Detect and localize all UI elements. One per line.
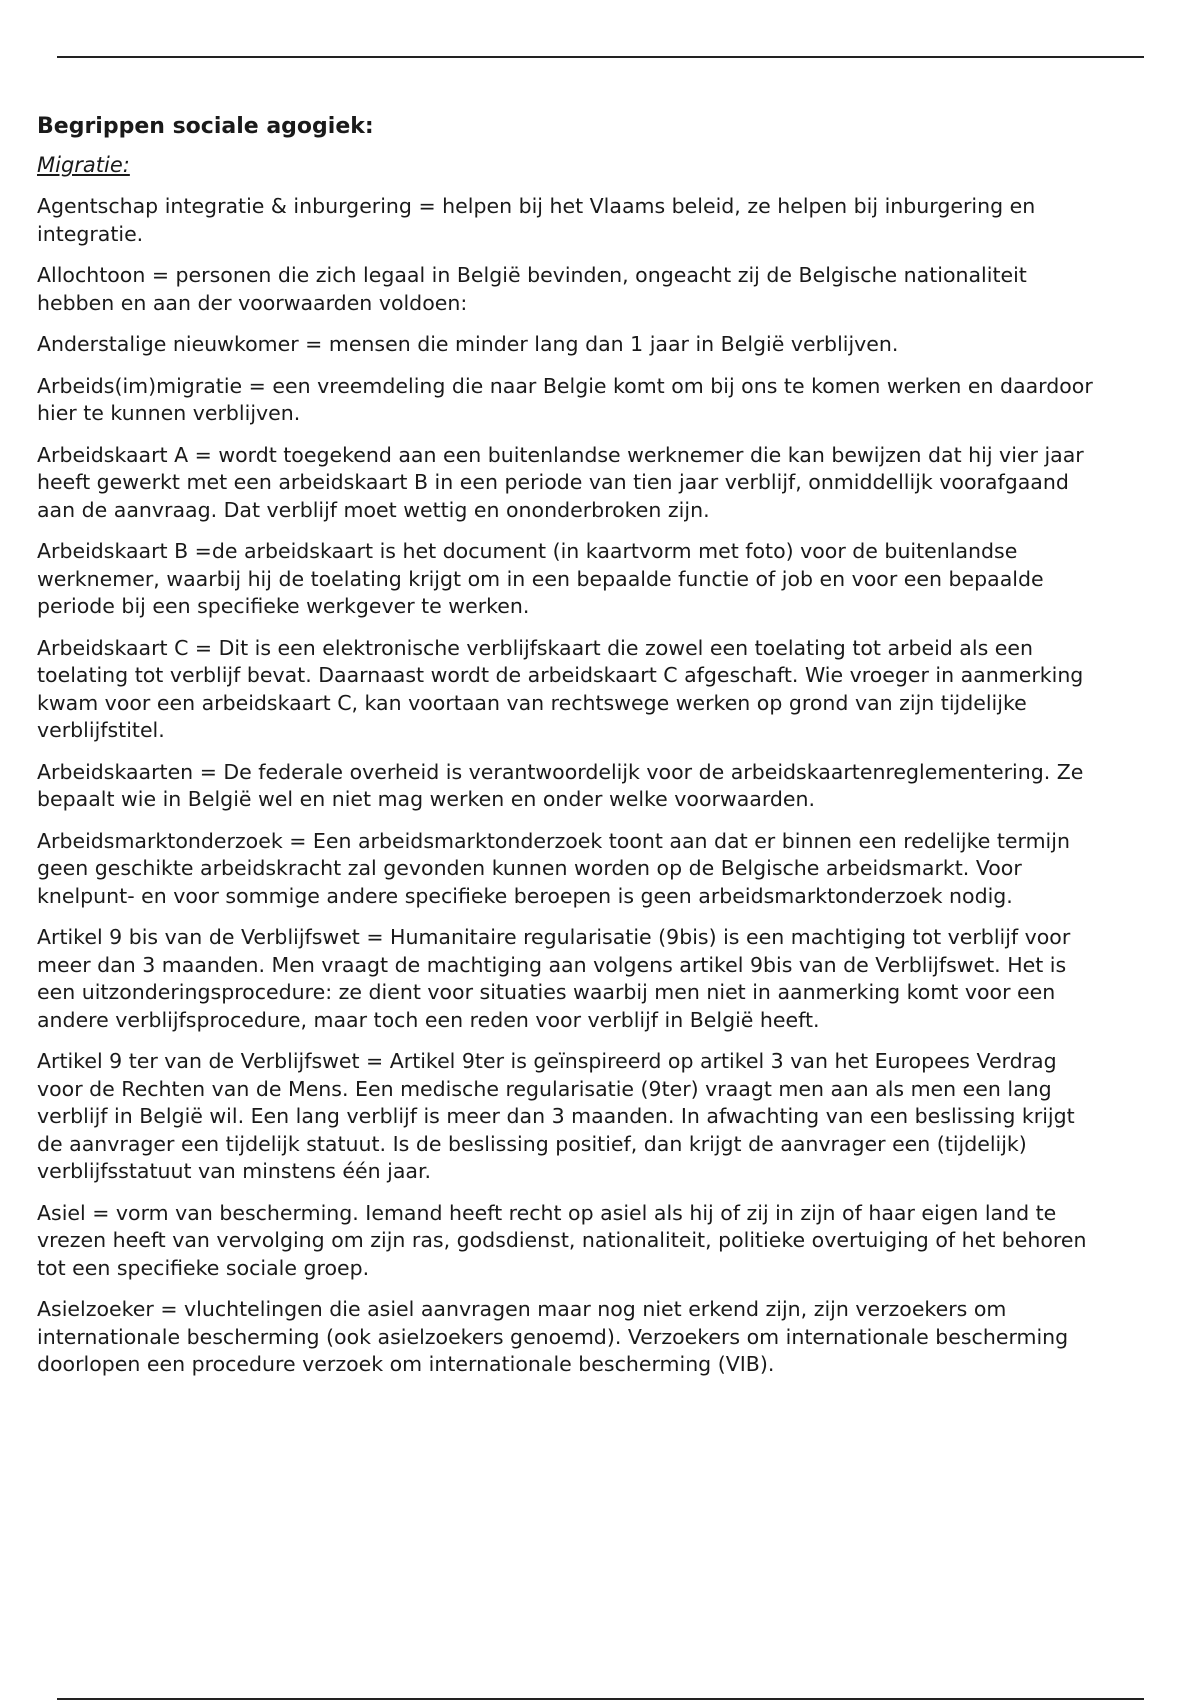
definition-entry: Allochtoon = personen die zich legaal in België bevinden, ongeacht zij de Belgische nationaliteit hebben en aan der voorwaarden voldoen: — [37, 263, 1027, 315]
definition-entry: Anderstalige nieuwkomer = mensen die minder lang dan 1 jaar in België verblijven. — [37, 332, 899, 356]
document-heading: Begrippen sociale agogiek: — [37, 114, 374, 139]
definition-entry: Arbeids(im)migratie = een vreemdeling die naar Belgie komt om bij ons te komen werken en daardoor hier te kunnen verblijven. — [37, 373, 1093, 425]
definition-entry: Asielzoeker = vluchtelingen die asiel aanvragen maar nog niet erkend zijn, zijn verzoekers om internationale bescherming (ook asielzoekers genoemd). Verzoekers om internationale bescherming doorlopen een procedure verzoek om internationale bescherming (VIB). — [37, 1297, 1069, 1376]
definition-entry: Arbeidsmarktonderzoek = Een arbeidsmarktonderzoek toont aan dat er binnen een redelijke termijn geen geschikte arbeidskracht zal gevonden kunnen worden op de Belgische arbeidsmarkt. Voor knelpunt- en voor sommige andere specifieke beroepen is geen arbeidsmarktonderzoek nodig. — [37, 828, 1070, 908]
header-rule — [57, 56, 1144, 58]
definition-entry: Arbeidskaart B =de arbeidskaart is het document (in kaartvorm met foto) voor de buitenlandse werknemer, waarbij hij de toelating krijgt om in een bepaalde functie of job en voor een bepaalde periode bij een specifieke werkgever te werken. — [37, 539, 1044, 618]
section-heading-migratie: Migratie: — [37, 153, 130, 177]
definition-entry: Asiel = vorm van bescherming. Iemand heeft recht op asiel als hij of zij in zijn of haar eigen land te vrezen heeft van vervolging om zijn ras, godsdienst, nationaliteit, politieke overtuiging of het behoren tot een specifieke sociale groep. — [37, 1200, 1087, 1280]
definition-entry: Artikel 9 ter van de Verblijfswet = Artikel 9ter is geïnspireerd op artikel 3 van het Europees Verdrag voor de Rechten van de Mens. Een medische regularisatie (9ter) vraagt men aan als men een lang verblijf in België wil. Een lang verblijf is meer dan 3 maanden. In afwachting van een beslissing krijgt de aanvrager een tijdelijk statuut. Is de beslissing positief, dan krijgt de aanvrager een (tijdelijk) verblijfsstatuut van minstens één jaar. — [37, 1049, 1075, 1183]
definition-entry: Agentschap integratie & inburgering = helpen bij het Vlaams beleid, ze helpen bij inburgering en integratie. — [37, 194, 1036, 246]
definition-entry: Arbeidskaart C = Dit is een elektronische verblijfskaart die zowel een toelating tot arbeid als een toelating tot verblijf bevat. Daarnaast wordt de arbeidskaart C afgeschaft. Wie vroeger in aanmerking kwam voor een arbeidskaart C, kan voortaan van rechtswege werken op grond van zijn tijdelijke verblijfstitel. — [37, 635, 1084, 742]
definition-entry: Arbeidskaarten = De federale overheid is verantwoordelijk voor de arbeidskaartenreglementering. Ze bepaalt wie in België wel en niet mag werken en onder welke voorwaarden. — [37, 759, 1084, 811]
definition-entry: Artikel 9 bis van de Verblijfswet = Humanitaire regularisatie (9bis) is een machtiging tot verblijf voor meer dan 3 maanden. Men vraagt de machtiging aan volgens artikel 9bis van de Verblijfswet. Het is een uitzonderingsprocedure: ze dient voor situaties waarbij men niet in aanmerking komt voor een andere verblijfsprocedure, maar toch een reden voor verblijf in België heeft. — [37, 925, 1071, 1032]
document-body — [37, 113, 1097, 1393]
definition-entry: Arbeidskaart A = wordt toegekend aan een buitenlandse werknemer die kan bewijzen dat hij vier jaar heeft gewerkt met een arbeidskaart B in een periode van tien jaar verblijf, onmiddellijk voorafgaand aan de aanvraag. Dat verblijf moet wettig en ononderbroken zijn. — [37, 442, 1084, 522]
